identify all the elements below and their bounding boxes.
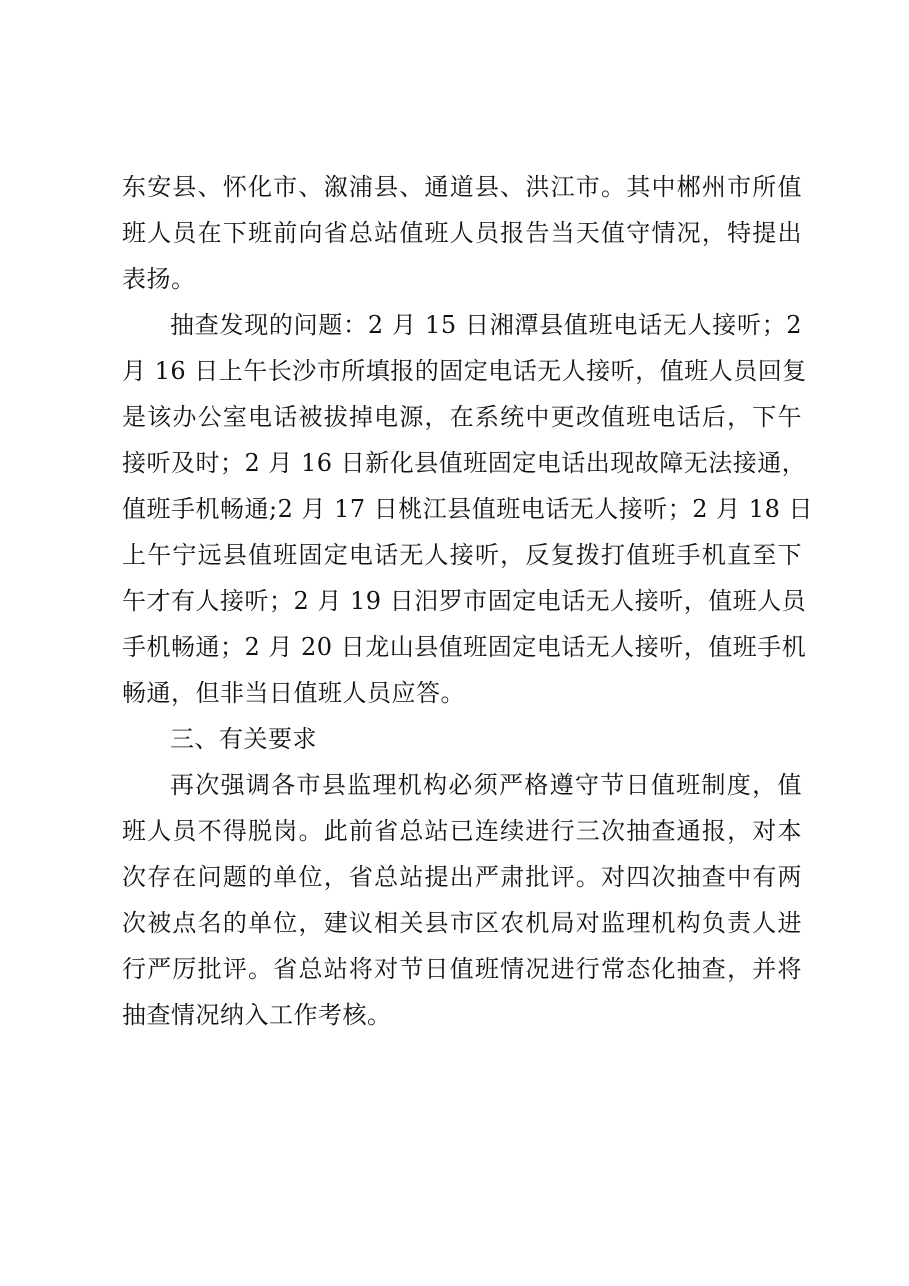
text-line: 上午宁远县值班固定电话无人接听，反复拨打值班手机直至下 [122,541,802,569]
text-line: 再次强调各市县监理机构必须严格遵守节日值班制度，值 [170,771,802,799]
heading-text: 三、有关要求 [170,725,317,753]
text-line: 东安县、怀化市、溆浦县、通道县、洪江市。其中郴州市所值 [122,173,802,201]
text-line: 值班手机畅通;2 月 17 日桃江县值班电话无人接听；2 月 18 日 [122,495,813,523]
section-heading [122,716,802,762]
text-line: 午才有人接听；2 月 19 日汨罗市固定电话无人接听，值班人员 [122,587,807,615]
text-line: 表扬。 [122,265,196,293]
paragraph-requirements [122,762,802,1038]
document-body [122,164,813,1038]
text-line: 次存在问题的单位，省总站提出严肃批评。对四次抽查中有两 [122,863,802,891]
text-line: 畅通，但非当日值班人员应答。 [122,679,465,707]
text-line: 班人员在下班前向省总站值班人员报告当天值守情况，特提出 [122,219,802,247]
text-line: 手机畅通；2 月 20 日龙山县值班固定电话无人接听，值班手机 [122,633,807,661]
paragraph-issues-found [122,302,813,716]
text-line: 抽查发现的问题：2 月 15 日湘潭县值班电话无人接听；2 [170,311,802,339]
paragraph-commendation [122,164,802,302]
text-line: 班人员不得脱岗。此前省总站已连续进行三次抽查通报，对本 [122,817,802,845]
text-line: 月 16 日上午长沙市所填报的固定电话无人接听，值班人员回复 [122,357,807,385]
text-line: 次被点名的单位，建议相关县市区农机局对监理机构负责人进 [122,909,802,937]
text-line: 行严厉批评。省总站将对节日值班情况进行常态化抽查，并将 [122,955,802,983]
text-line: 是该办公室电话被拔掉电源，在系统中更改值班电话后，下午 [122,403,802,431]
text-line: 接听及时；2 月 16 日新化县值班固定电话出现故障无法接通， [122,449,807,477]
text-line: 抽查情况纳入工作考核。 [122,1001,392,1029]
